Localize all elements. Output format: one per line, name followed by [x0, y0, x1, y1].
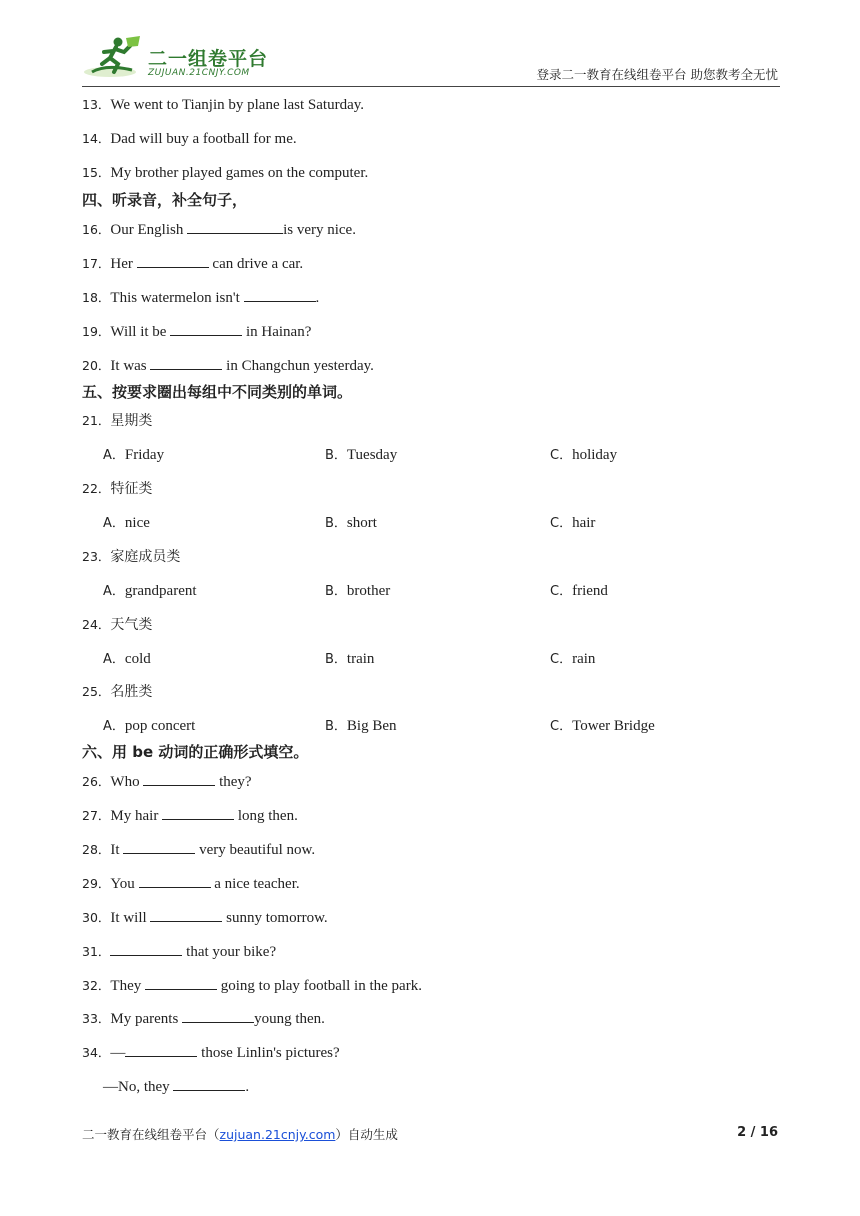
- question-post: they?: [215, 774, 252, 790]
- question-25: [82, 681, 152, 701]
- logo: [82, 34, 282, 82]
- question-post: those Linlin's pictures?: [197, 1045, 340, 1061]
- question-19: [82, 321, 311, 341]
- option-b[interactable]: B．brother: [325, 583, 391, 599]
- option-a[interactable]: A．cold: [103, 651, 151, 667]
- question-post: .: [315, 290, 320, 306]
- question-number: 34．: [82, 1045, 111, 1060]
- question-text: We went to Tianjin by plane last Saturday.: [110, 97, 365, 113]
- question-29: [82, 873, 300, 893]
- question-21: [82, 410, 152, 430]
- question-post: can drive a car.: [208, 256, 304, 272]
- answer-blank[interactable]: [162, 805, 234, 820]
- question-number: 26．: [82, 774, 111, 789]
- answer-post: .: [245, 1079, 250, 1095]
- option-b[interactable]: B．Tuesday: [325, 447, 398, 463]
- question-post: in Changchun yesterday.: [222, 358, 374, 374]
- logo-title: 二一组卷平台: [148, 48, 269, 70]
- header-tagline: 登录二一教育在线组卷平台 助您教考全无忧: [536, 67, 778, 82]
- question-post: very beautiful now.: [195, 842, 316, 858]
- question-number: 16．: [82, 222, 111, 237]
- question-number: 29．: [82, 876, 111, 891]
- question-pre: Who: [110, 774, 144, 790]
- logo-subtitle: ZUJUAN.21CNJY.COM: [148, 68, 250, 78]
- question-pre: Her: [110, 256, 137, 272]
- question-pre: You: [110, 876, 139, 892]
- option-a[interactable]: A．pop concert: [103, 718, 196, 734]
- question-text: My brother played games on the computer.: [110, 165, 369, 181]
- question-post: young then.: [254, 1011, 325, 1027]
- answer-blank[interactable]: [139, 873, 211, 888]
- category-label: 天气类: [110, 617, 153, 633]
- question-number: 15．: [82, 165, 111, 180]
- question-number: 14．: [82, 131, 111, 146]
- answer-blank[interactable]: [187, 219, 283, 234]
- question-18: [82, 287, 319, 307]
- question-16: [82, 219, 356, 239]
- option-b[interactable]: B．train: [325, 651, 375, 667]
- question-pre: It: [110, 842, 124, 858]
- category-label: 家庭成员类: [110, 549, 181, 565]
- question-pre: This watermelon isn't: [110, 290, 244, 306]
- section-4-title: 四、听录音，补全句子，: [82, 191, 248, 209]
- question-post: going to play football in the park.: [216, 978, 422, 994]
- footer-link[interactable]: zujuan.21cnjy.com: [219, 1127, 336, 1142]
- option-b[interactable]: B．Big Ben: [325, 718, 397, 734]
- answer-blank[interactable]: [150, 907, 222, 922]
- question-number: 28．: [82, 842, 111, 857]
- question-22: [82, 478, 152, 498]
- option-b[interactable]: B．short: [325, 515, 377, 531]
- question-pre: Will it be: [110, 324, 171, 340]
- question-32: [82, 975, 422, 995]
- answer-blank[interactable]: [173, 1076, 245, 1091]
- question-post: a nice teacher.: [210, 876, 300, 892]
- question-14: [82, 129, 297, 148]
- question-post: long then.: [234, 808, 298, 824]
- question-post: that your bike?: [182, 944, 277, 960]
- answer-blank[interactable]: [145, 975, 217, 990]
- question-number: 17．: [82, 256, 111, 271]
- category-label: 星期类: [110, 413, 153, 429]
- runner-logo-icon: [82, 34, 144, 82]
- answer-pre: —No, they: [103, 1079, 174, 1095]
- question-20: [82, 355, 374, 375]
- question-17: [82, 253, 303, 273]
- question-post: in Hainan?: [242, 324, 312, 340]
- question-number: 27．: [82, 808, 111, 823]
- question-text: Dad will buy a football for me.: [110, 131, 297, 147]
- option-a[interactable]: A．grandparent: [103, 583, 197, 599]
- answer-blank[interactable]: [170, 321, 242, 336]
- question-number: 30．: [82, 910, 111, 925]
- answer-blank[interactable]: [150, 355, 222, 370]
- question-34: [82, 1042, 340, 1062]
- question-number: 21．: [82, 413, 111, 428]
- question-pre: It will: [110, 910, 151, 926]
- question-number: 24．: [82, 617, 111, 632]
- question-pre: My parents: [110, 1011, 183, 1027]
- question-34-answer: [103, 1076, 249, 1096]
- question-pre: My hair: [110, 808, 163, 824]
- section-6-title: 六、用 be 动词的正确形式填空。: [82, 743, 309, 761]
- option-c[interactable]: C．hair: [550, 515, 596, 531]
- section-5-title: 五、按要求圈出每组中不同类别的单词。: [82, 383, 353, 401]
- page-number: 2 / 16: [737, 1125, 778, 1140]
- page-footer-source: 二一教育在线组卷平台（zujuan.21cnjy.com）自动生成: [82, 1127, 398, 1142]
- question-30: [82, 907, 328, 927]
- question-33: [82, 1008, 325, 1028]
- question-27: [82, 805, 298, 825]
- category-label: 名胜类: [110, 684, 153, 700]
- question-number: 20．: [82, 358, 111, 373]
- question-number: 18．: [82, 290, 111, 305]
- answer-blank[interactable]: [110, 941, 182, 956]
- question-pre: They: [110, 978, 145, 994]
- question-15: [82, 163, 368, 182]
- question-number: 19．: [82, 324, 111, 339]
- question-number: 13．: [82, 97, 111, 112]
- answer-blank[interactable]: [244, 287, 316, 302]
- page-header: [82, 34, 780, 86]
- option-c[interactable]: C．Tower Bridge: [550, 718, 655, 734]
- question-number: 25．: [82, 684, 111, 699]
- question-number: 32．: [82, 978, 111, 993]
- question-number: 22．: [82, 481, 111, 496]
- option-c[interactable]: C．friend: [550, 583, 608, 599]
- question-post: sunny tomorrow.: [222, 910, 328, 926]
- option-a[interactable]: A．nice: [103, 515, 150, 531]
- answer-blank[interactable]: [123, 839, 195, 854]
- question-number: 31．: [82, 944, 111, 959]
- question-post: is very nice.: [283, 222, 356, 238]
- question-pre: Our English: [110, 222, 188, 238]
- answer-blank[interactable]: [182, 1008, 254, 1023]
- question-number: 23．: [82, 549, 111, 564]
- question-28: [82, 839, 315, 859]
- question-23: [82, 546, 180, 566]
- question-13: [82, 95, 364, 114]
- option-c[interactable]: C．holiday: [550, 447, 618, 463]
- option-a[interactable]: A．Friday: [103, 447, 165, 463]
- category-label: 特征类: [110, 481, 153, 497]
- answer-blank[interactable]: [137, 253, 209, 268]
- question-pre: It was: [110, 358, 151, 374]
- question-31: [82, 941, 276, 961]
- question-number: 33．: [82, 1011, 111, 1026]
- question-pre: —: [110, 1045, 126, 1061]
- answer-blank[interactable]: [143, 771, 215, 786]
- question-24: [82, 614, 152, 634]
- question-26: [82, 771, 252, 791]
- header-divider: [82, 86, 780, 87]
- answer-blank[interactable]: [125, 1042, 197, 1057]
- option-c[interactable]: C．rain: [550, 651, 596, 667]
